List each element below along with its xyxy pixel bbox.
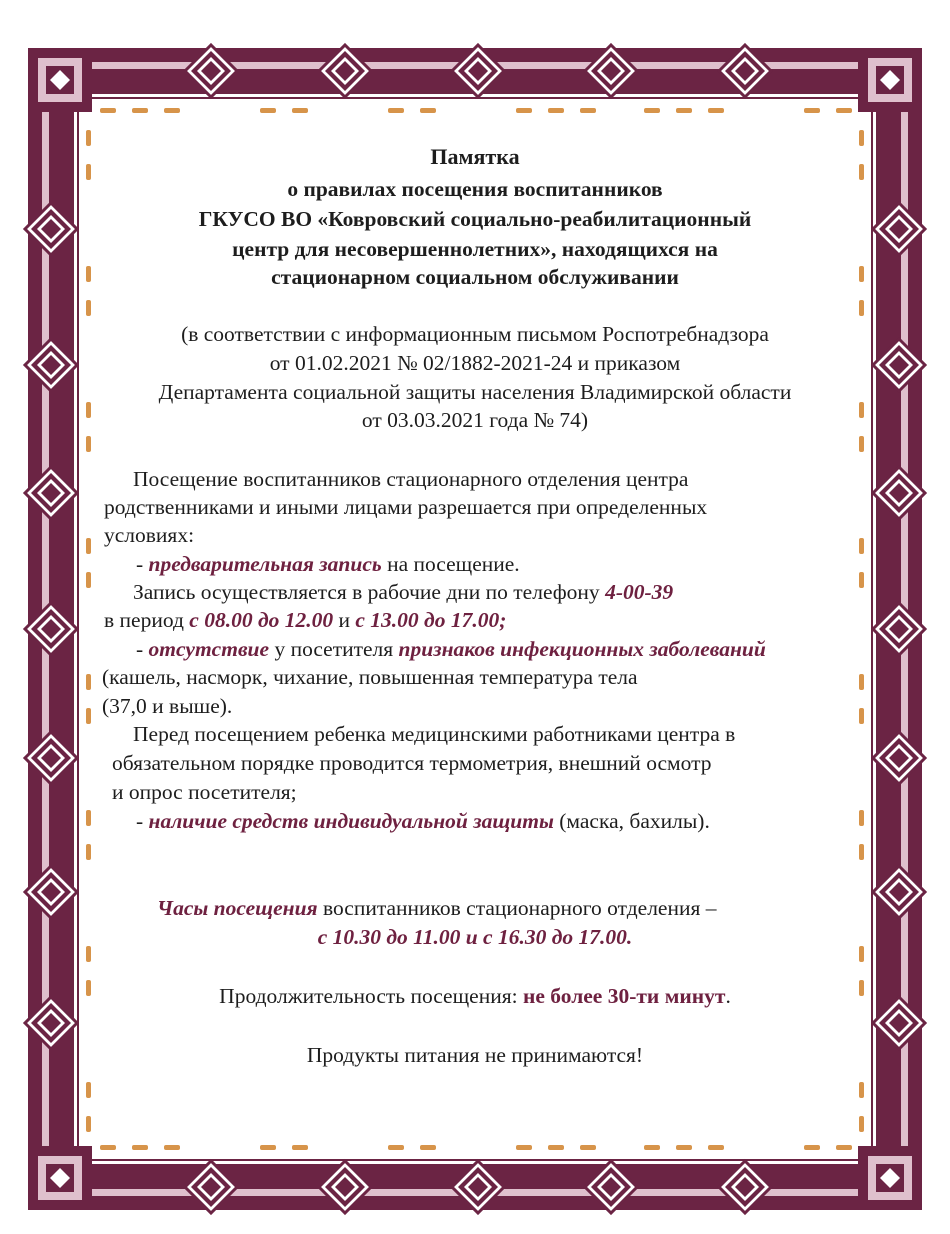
- reference-line-1: (в соответствии с информационным письмом Роспотребнадзора: [181, 322, 769, 346]
- visiting-hours-times-value: с 10.30 до 11.00 и с 16.30 до 17.00.: [317, 925, 633, 949]
- memo-subtitle-line-2: ГКУСО ВО «Ковровский социально-реабилитационный: [198, 207, 752, 231]
- conditions-intro-line-3: условиях:: [104, 523, 195, 547]
- food-not-accepted-line: Продукты питания не принимаются!: [306, 1043, 644, 1067]
- medical-check-line-2: обязательном порядке проводится термометрия, внешний осмотр: [112, 751, 712, 775]
- conditions-intro-line-2: родственниками и иными лицами разрешается при определенных: [104, 495, 708, 519]
- condition-protection: - наличие средств индивидуальной защиты (маска, бахилы).: [136, 809, 710, 833]
- memo-subtitle-line-3: центр для несовершеннолетних», находящихся на: [232, 237, 718, 261]
- period-morning: с 08.00 до 12.00: [189, 608, 334, 632]
- medical-check-line-1: Перед посещением ребенка медицинскими работниками центра в: [133, 722, 736, 746]
- appointment-phone-line: Запись осуществляется в рабочие дни по телефону 4-00-39: [133, 580, 674, 604]
- visiting-hours-line: Часы посещения воспитанников стационарного отделения –: [157, 896, 717, 920]
- memo-title: Памятка: [430, 144, 520, 169]
- condition-no-symptoms: - отсутствие у посетителя признаков инфекционных заболеваний: [136, 637, 766, 661]
- visiting-hours-times: [0, 923, 950, 951]
- conditions-intro-line-1: Посещение воспитанников стационарного отделения центра: [133, 467, 689, 491]
- condition-absence-emphasis: отсутствие: [148, 637, 270, 661]
- phone-number: 4-00-39: [605, 580, 674, 604]
- reference-line-3: Департамента социальной защиты населения Владимирской области: [158, 380, 792, 404]
- visit-duration-line: Продолжительность посещения: не более 30-ти минут.: [219, 984, 731, 1008]
- reference-line-4: от 03.03.2021 года № 74): [361, 408, 589, 432]
- period-afternoon: с 13.00 до 17.00;: [355, 608, 507, 632]
- condition-appointment: - предварительная запись на посещение.: [136, 552, 520, 576]
- temperature-line: (37,0 и выше).: [102, 694, 233, 718]
- condition-protection-emphasis: наличие средств индивидуальной защиты: [148, 809, 554, 833]
- condition-symptoms-emphasis: признаков инфекционных заболеваний: [398, 637, 766, 661]
- reference-line-2: от 01.02.2021 № 02/1882-2021-24 и приказом: [269, 351, 681, 375]
- appointment-period-line: в период с 08.00 до 12.00 и с 13.00 до 17.00;: [104, 608, 507, 632]
- memo-subtitle-line-1: о правилах посещения воспитанников: [287, 177, 663, 201]
- visiting-hours-emphasis: Часы посещения: [157, 896, 318, 920]
- condition-appointment-emphasis: предварительная запись: [148, 552, 382, 576]
- visit-duration-value: не более 30-ти минут: [522, 984, 726, 1008]
- medical-check-line-3: и опрос посетителя;: [112, 780, 297, 804]
- symptoms-list-line: (кашель, насморк, чихание, повышенная температура тела: [102, 665, 638, 689]
- memo-subtitle-line-4: стационарном социальном обслуживании: [271, 265, 679, 289]
